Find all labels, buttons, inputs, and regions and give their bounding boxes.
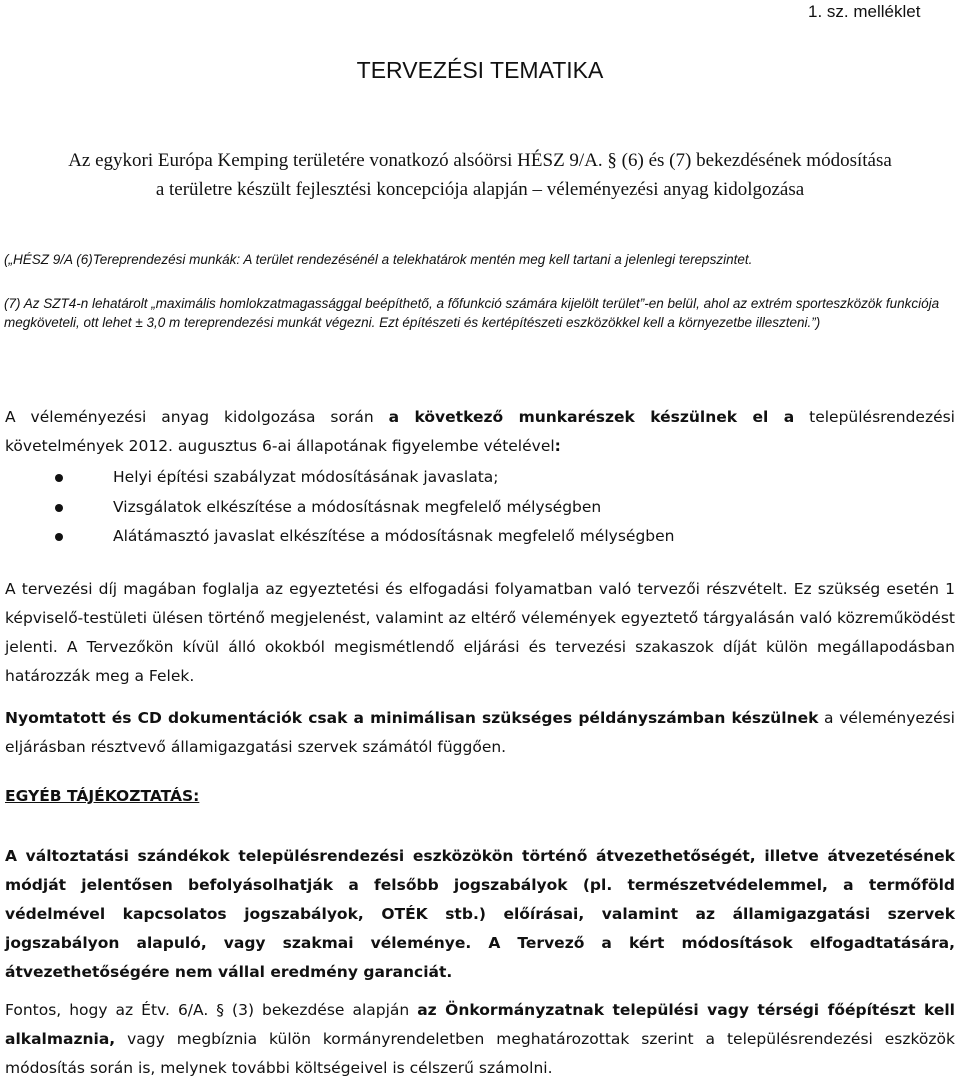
info-heading: EGYÉB TÁJÉKOZTATÁS: [5, 787, 200, 805]
subtitle-line-1: Az egykori Európa Kemping területére vonatkozó alsóörsi HÉSZ 9/A. § (6) és (7) bekezdésének módosítása [68, 150, 892, 171]
intro-text-bold: a következő munkarészek készülnek el a [388, 408, 795, 426]
regulation-quote-7: (7) Az SZT4-n lehatárolt „maximális homlokzatmagassággal beépíthető, a főfunkció számára kijelölt terület”-en belül, ahol az extrém sporteszközök funkciója megköveteli, ott lehet ± 3,0 m tereprendezési munkát végezni. Ezt építészeti és kertépítészeti eszközökkel kell a környezetbe illeszteni.”) [4, 296, 940, 330]
list-item-text: Alátámasztó javaslat elkészítése a módosításnak megfelelő mélységben [113, 527, 675, 545]
intro-text-2: településrendezési követelmények 2012. augusztus 6-ai állapotának figyelembe vételével [5, 408, 955, 455]
document-subtitle [0, 146, 960, 204]
bullet-icon [55, 504, 63, 512]
deliverables-intro [5, 403, 955, 461]
architect-paragraph [5, 996, 955, 1083]
intro-colon: : [554, 437, 561, 455]
fee-paragraph: A tervezési díj magában foglalja az egyeztetési és elfogadási folyamatban való tervezői részvételt. Ez szükség esetén 1 képviselő-testületi ülésen történő megjelenést, valamint az eltérő vélemények egyeztető tárgyalásán való közreműködést jelenti. A Tervezőkön kívül álló okokból megismétlendő eljárási és tervezési szakaszok díját külön megállapodásban határozzák meg a Felek. [5, 580, 955, 685]
info-paragraph: A változtatási szándékok településrendezési eszközökön történő átvezethetőségét, illetve átvezetésének módját jelentősen befolyásolhatják a felsőbb jogszabályok (pl. természetvédelemmel, a termőföld védelmével kapcsolatos jogszabályok, OTÉK stb.) előírásai, valamint az államigazgatási szervek jogszabályon alapuló, vagy szakmai véleménye. A Tervező a kért módosítások elfogadtatására, átvezethetőségére nem vállal eredmény garanciát. [5, 847, 955, 981]
regulation-quote-6: („HÉSZ 9/A (6)Tereprendezési munkák: A terület rendezésénél a telekhatárok mentén meg kell tartani a jelenlegi terepszintet. [4, 252, 753, 267]
list-item [55, 522, 935, 552]
page-title: TERVEZÉSI TEMATIKA [356, 57, 604, 83]
architect-text-1: Fontos, hogy az Étv. 6/A. § (3) bekezdése alapján [5, 1001, 418, 1019]
print-text: a véleményezési eljárásban résztvevő államigazgatási szervek számától függően. [5, 709, 955, 756]
list-item-text: Helyi építési szabályzat módosításának javaslata; [113, 468, 499, 486]
bullet-icon [55, 474, 63, 482]
annex-label: 1. sz. melléklet [808, 2, 921, 21]
print-text-bold: Nyomtatott és CD dokumentációk csak a minimálisan szükséges példányszámban készülnek [5, 709, 819, 727]
architect-text-2: vagy megbíznia külön kormányrendeletben meghatározottak szerint a településrendezési eszközök módosítás során is, melynek további költségeivel is célszerű számolni. [5, 1030, 955, 1077]
print-paragraph [5, 704, 955, 762]
subtitle-line-2: a területre készült fejlesztési koncepciója alapján – véleményezési anyag kidolgozása [155, 179, 805, 200]
list-item [55, 493, 935, 523]
list-item [55, 463, 935, 493]
deliverables-list [55, 463, 935, 552]
list-item-text: Vizsgálatok elkészítése a módosításnak megfelelő mélységben [113, 497, 602, 516]
architect-text-bold: az Önkormányzatnak települési vagy térségi főépítészt kell alkalmaznia, [5, 1001, 955, 1048]
bullet-icon [55, 533, 63, 541]
intro-text-1: A véleményezési anyag kidolgozása során [5, 408, 389, 426]
